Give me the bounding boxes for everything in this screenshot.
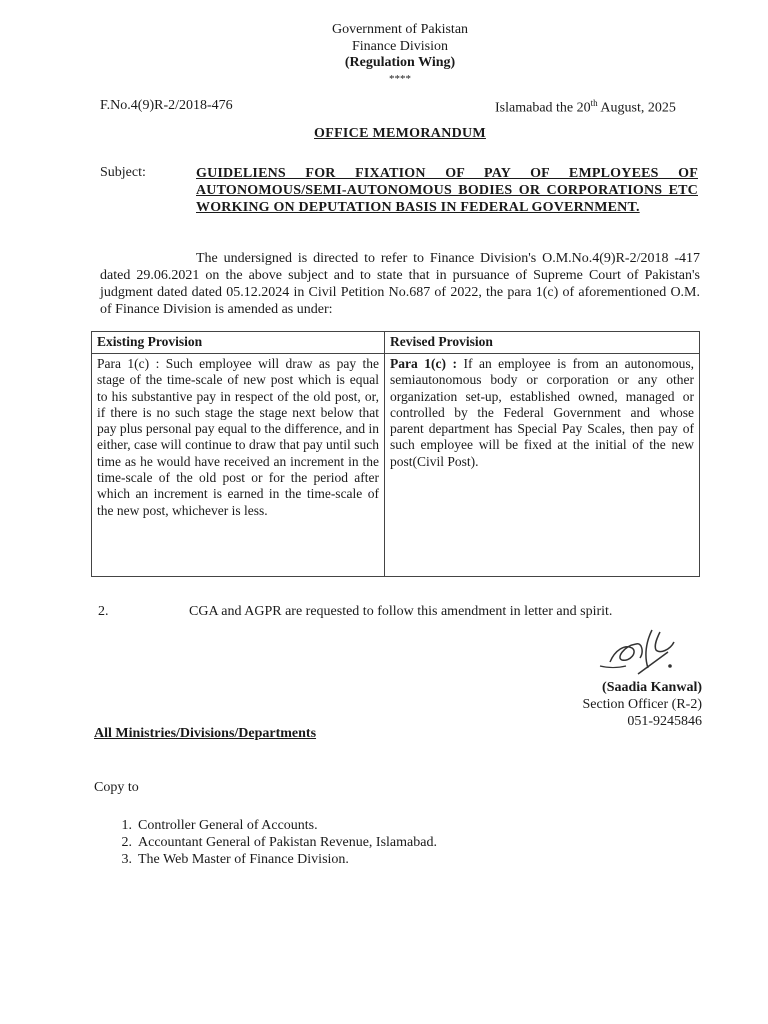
list-item-number: 1.	[121, 818, 132, 833]
existing-provision-cell: Para 1(c) : Such employee will draw as pay the stage of the time-scale of new post which is equal to his substantive pay in respect of the old post, or, if there is no such stage the stage next below that pay plus personal pay equal to the difference, and in either, case will continue to draw that pay until such time as he would have received an increment in the time-scale of the old post or for the period after which an increment is earned in the time-scale of the new post, whichever is less.	[92, 354, 385, 577]
file-number: F.No.4(9)R-2/2018-476	[100, 98, 233, 113]
header-ministry: Government of Pakistan	[331, 22, 469, 37]
subject-text: GUIDELIENS FOR FIXATION OF PAY OF EMPLOYEES OF AUTONOMOUS/SEMI-AUTONOMOUS BODIES OR CORPORATIONS ETC WORKING ON DEPUTATION BASIS IN FEDERAL GOVERNMENT.	[196, 166, 698, 215]
signatory-name: (Saadia Kanwal)	[602, 680, 702, 695]
date-prefix: Islamabad the 20	[495, 100, 591, 116]
revised-para-label: Para 1(c) :	[390, 356, 457, 371]
date-suffix-sup: th	[590, 98, 598, 108]
header-wing: (Regulation Wing)	[344, 55, 456, 70]
revised-provision-cell	[385, 354, 700, 577]
paragraph-2-text: CGA and AGPR are requested to follow this amendment in letter and spirit.	[189, 604, 613, 619]
table-header-row	[92, 332, 700, 354]
list-item	[106, 817, 437, 834]
signatory-phone: 051-9245846	[627, 714, 702, 729]
header-existing-provision: Existing Provision	[92, 332, 385, 354]
list-item-number: 3.	[121, 852, 132, 867]
provisions-table	[91, 331, 700, 577]
header-stars: ****	[389, 73, 411, 85]
table-row	[92, 354, 700, 577]
copy-to-label: Copy to	[94, 780, 139, 795]
memo-title: OFFICE MEMORANDUM	[314, 126, 486, 141]
list-item-text: The Web Master of Finance Division.	[138, 852, 349, 867]
subject-label: Subject:	[100, 165, 146, 180]
list-item-number: 2.	[121, 835, 132, 850]
date-suffix: August, 2025	[597, 100, 676, 116]
memo-date	[495, 98, 676, 117]
signatory-designation: Section Officer (R-2)	[582, 697, 702, 712]
header-division: Finance Division	[351, 39, 449, 54]
header-revised-provision: Revised Provision	[385, 332, 700, 354]
copy-to-list	[106, 817, 437, 868]
list-item-text: Controller General of Accounts.	[138, 818, 318, 833]
paragraph-2-number: 2.	[98, 604, 109, 619]
addressee: All Ministries/Divisions/Departments	[94, 726, 317, 741]
list-item	[106, 834, 437, 851]
revised-para-text: If an employee is from an autonomous, semiautonomous body or corporation or any other organization set-up, established owned, managed or controlled by the Federal Government and whose parent department has Special Pay Scales, then pay of such employee will be fixed at the initial of the new post(Civil Post).	[390, 356, 695, 469]
list-item	[106, 851, 437, 868]
handwritten-signature-image	[590, 622, 690, 684]
list-item-text: Accountant General of Pakistan Revenue, Islamabad.	[138, 835, 437, 850]
paragraph-1: The undersigned is directed to refer to Finance Division's O.M.No.4(9)R-2/2018 -417 dated 29.06.2021 on the above subject and to state that in pursuance of Supreme Court of Pakistan's judgment dated dated 05.12.2024 in Civil Petition No.687 of 2022, the para 1(c) of aforementioned O.M. of Finance Division is amended as under:	[100, 251, 700, 317]
signature-block	[583, 679, 702, 730]
